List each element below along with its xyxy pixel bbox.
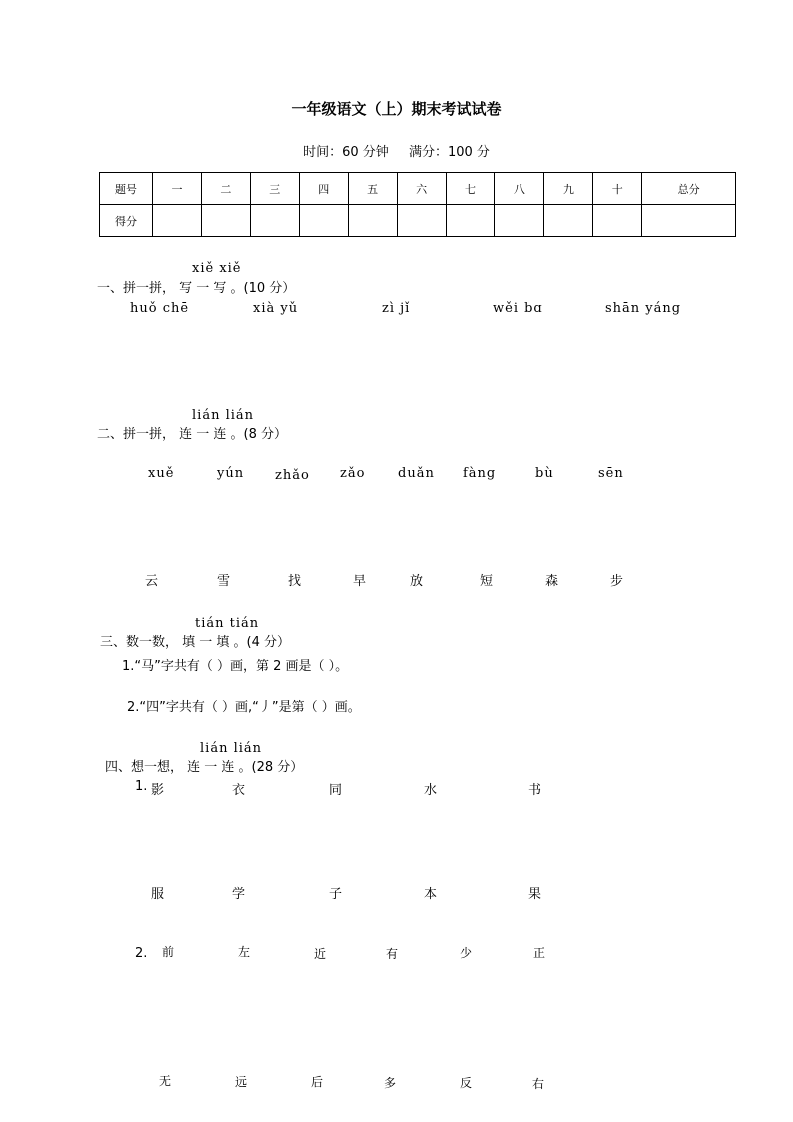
q2-char-1: 云 [145,574,159,589]
q4-part2-top-6: 正 [533,946,546,960]
q4-part2-top-1: 前 [162,945,175,959]
q4-part1-top-5: 书 [528,783,542,798]
q3-line-2: 2.“四”字共有（ ）画,“丿”是第（ ）画。 [127,700,361,715]
score-cell[interactable] [250,205,299,237]
q2-char-4: 早 [353,574,367,589]
q4-part2-label: 2. [135,946,148,961]
q4-part1-top-3: 同 [329,783,343,798]
q2-pinyin-1: xuě [148,466,175,481]
column-9: 九 [544,173,593,205]
q2-pinyin-5: duǎn [398,466,435,481]
q1-pinyin-4: wěi bɑ [493,301,543,316]
q4-part2-bottom-3: 后 [311,1075,324,1089]
q2-pinyin-2: yún [217,466,245,481]
full-score: 满分：100 分 [408,145,490,160]
score-table-header-row [100,173,736,205]
score-cell[interactable] [201,205,250,237]
header-label: 题号 [100,173,153,205]
score-cell[interactable] [446,205,495,237]
exam-title: 一年级语文（上）期末考试试卷 [291,100,502,118]
q2-char-8: 步 [610,574,624,589]
q2-char-2: 雪 [217,574,231,589]
q3-ruby: tián tián [195,616,260,631]
score-cell[interactable] [153,205,202,237]
column-4: 四 [299,173,348,205]
q4-part2-bottom-2: 远 [235,1075,248,1089]
column-5: 五 [348,173,397,205]
q2-char-6: 短 [480,574,494,589]
column-3: 三 [250,173,299,205]
q4-part1-top-1: 影 [151,783,165,798]
column-1: 一 [153,173,202,205]
score-cell[interactable] [642,205,736,237]
q2-pinyin-3: zhǎo [275,468,310,483]
score-cell[interactable] [593,205,642,237]
q2-pinyin-8: sēn [598,466,624,481]
column-2: 二 [201,173,250,205]
q3-line-1: 1.“马”字共有（ ）画，第 2 画是（ ）。 [122,659,349,674]
q4-heading: 四、想一想， 连 一 连 。(28 分） [105,760,304,775]
q3-heading: 三、数一数， 填 一 填 。(4 分） [100,635,291,650]
score-cell[interactable] [299,205,348,237]
q2-char-5: 放 [410,574,424,589]
score-label: 得分 [100,205,153,237]
q1-pinyin-1: huǒ chē [130,301,190,316]
q4-part2-bottom-5: 反 [460,1076,473,1090]
q1-pinyin-5: shān yáng [605,301,682,316]
q4-part1-bottom-3: 子 [329,887,343,902]
q1-pinyin-3: zì jǐ [382,301,411,316]
column-8: 八 [495,173,544,205]
q4-part2-bottom-6: 右 [532,1077,545,1091]
q4-part2-bottom-1: 无 [159,1074,172,1088]
q1-heading: 一、拼一拼， 写 一 写 。(10 分） [97,281,296,296]
column-6: 六 [397,173,446,205]
score-cell[interactable] [397,205,446,237]
q1-pinyin-2: xià yǔ [253,301,299,316]
q4-part1-bottom-1: 服 [151,887,165,902]
q4-part1-top-2: 衣 [232,783,246,798]
score-table [99,172,736,237]
q4-part2-top-2: 左 [238,945,251,959]
q4-part2-bottom-4: 多 [384,1076,397,1090]
q4-part2-top-3: 近 [314,947,327,961]
q4-part1-label: 1. [135,779,148,794]
score-cell[interactable] [495,205,544,237]
q2-pinyin-6: fàng [463,466,497,481]
q2-char-7: 森 [545,574,559,589]
score-cell[interactable] [348,205,397,237]
q4-part2-top-4: 有 [386,947,399,961]
column-7: 七 [446,173,495,205]
q2-pinyin-4: zǎo [340,466,366,481]
q4-part2-top-5: 少 [460,946,473,960]
q2-char-3: 找 [288,574,302,589]
q2-ruby: lián lián [192,408,255,423]
score-cell[interactable] [544,205,593,237]
exam-subtitle [0,141,793,160]
score-table-score-row [100,205,736,237]
q4-part1-bottom-2: 学 [232,887,246,902]
q4-ruby: lián lián [200,741,263,756]
time-limit: 时间：60 分钟 [303,145,389,160]
q2-pinyin-7: bù [535,466,554,481]
q1-ruby: xiě xiě [192,261,242,276]
q2-heading: 二、拼一拼， 连 一 连 。(8 分） [97,427,288,442]
column-total: 总分 [642,173,736,205]
q4-part1-bottom-5: 果 [528,887,542,902]
column-10: 十 [593,173,642,205]
q4-part1-bottom-4: 本 [424,887,438,902]
q4-part1-top-4: 水 [424,783,438,798]
